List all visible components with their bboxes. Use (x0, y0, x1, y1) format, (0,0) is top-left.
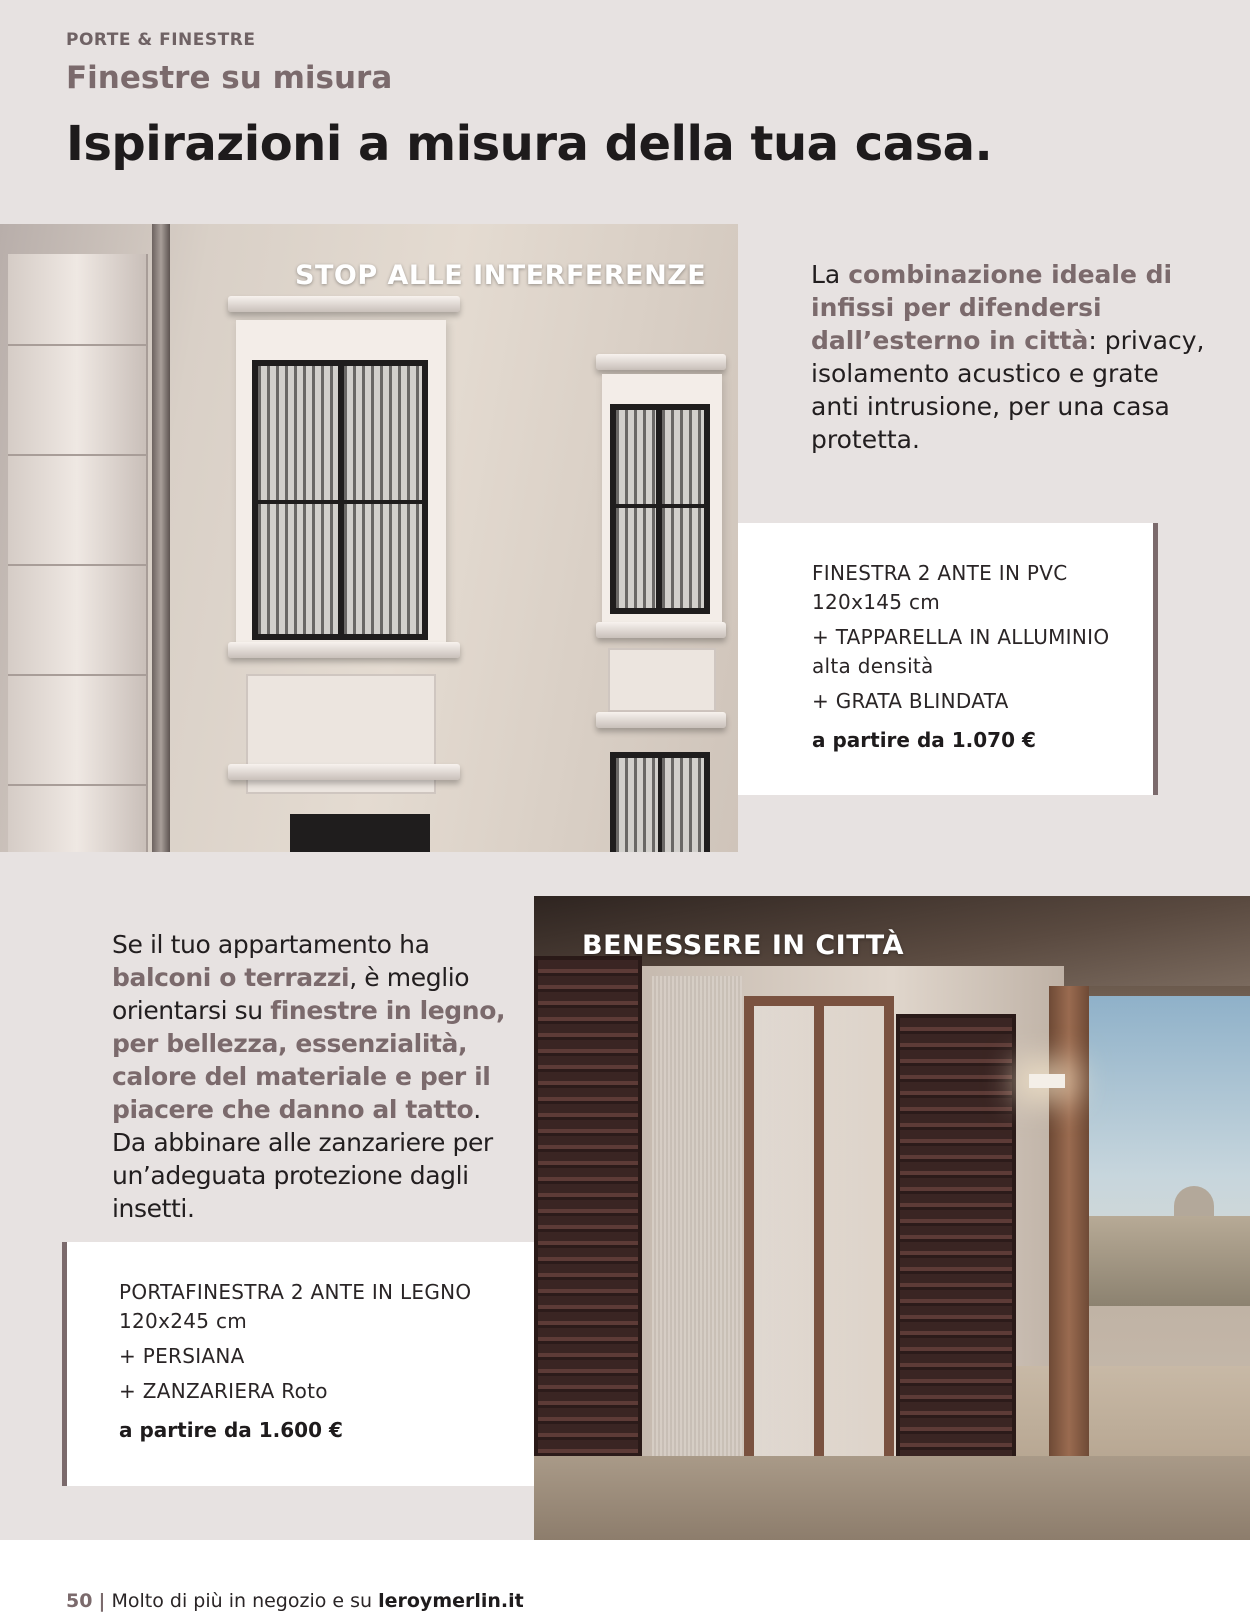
page-subtitle: Finestre su misura (66, 60, 393, 96)
wooden-french-door (744, 996, 894, 1496)
product-price: a partire da 1.600 € (119, 1418, 343, 1442)
page-number: 50 (66, 1590, 93, 1612)
insect-screen (652, 976, 742, 1526)
product-addon: + PERSIANA (119, 1344, 245, 1368)
wall-lamp (1029, 1074, 1065, 1088)
photo-title: BENESSERE IN CITTÀ (582, 930, 904, 961)
window-frame (602, 374, 722, 626)
product-size: 120x145 cm (812, 590, 941, 614)
product-addon: + TAPPARELLA IN ALLUMINIO (812, 625, 1110, 649)
louvered-shutter (896, 1014, 1016, 1470)
drain-pipe (152, 224, 170, 852)
grated-window (252, 360, 428, 640)
product-name: FINESTRA 2 ANTE IN PVC (812, 561, 1068, 585)
terrace-photo (534, 896, 1250, 1540)
product-addon: + GRATA BLINDATA (812, 689, 1009, 713)
intro-text: La combinazione ideale di infissi per difendersi dall’esterno in città: privacy, isolamento acustico e grate anti intrusione, per una casa protetta. (811, 260, 1205, 454)
product-size: 120x245 cm (119, 1309, 248, 1333)
grated-window (610, 404, 710, 614)
photo-title: STOP ALLE INTERFERENZE (295, 260, 707, 291)
page-title: Ispirazioni a misura della tua casa. (66, 116, 993, 172)
product-name: PORTAFINESTRA 2 ANTE IN LEGNO (119, 1280, 472, 1304)
facade-photo (0, 224, 738, 852)
louvered-shutter (534, 956, 642, 1540)
product-addon: + ZANZARIERA Roto (119, 1379, 328, 1403)
window-frame (236, 320, 446, 650)
section-label: PORTE & FINESTRE (66, 30, 256, 50)
page-footer: 50 | Molto di più in negozio e su leroymerlin.it (66, 1590, 524, 1612)
intro-text: Se il tuo appartamento ha balconi o terrazzi, è meglio orientarsi su finestre in legno, per bellezza, essenzialità, calore del materiale e per il piacere che danno al tatto. Da abbinare alle zanzariere per un’adeguata protezione dagli insetti. (112, 930, 506, 1223)
product-card (738, 523, 1158, 795)
product-addon-note: alta densità (812, 654, 934, 678)
product-price: a partire da 1.070 € (812, 728, 1036, 752)
site-link[interactable]: leroymerlin.it (378, 1590, 524, 1612)
product-card (62, 1242, 534, 1486)
pilaster (8, 254, 148, 852)
